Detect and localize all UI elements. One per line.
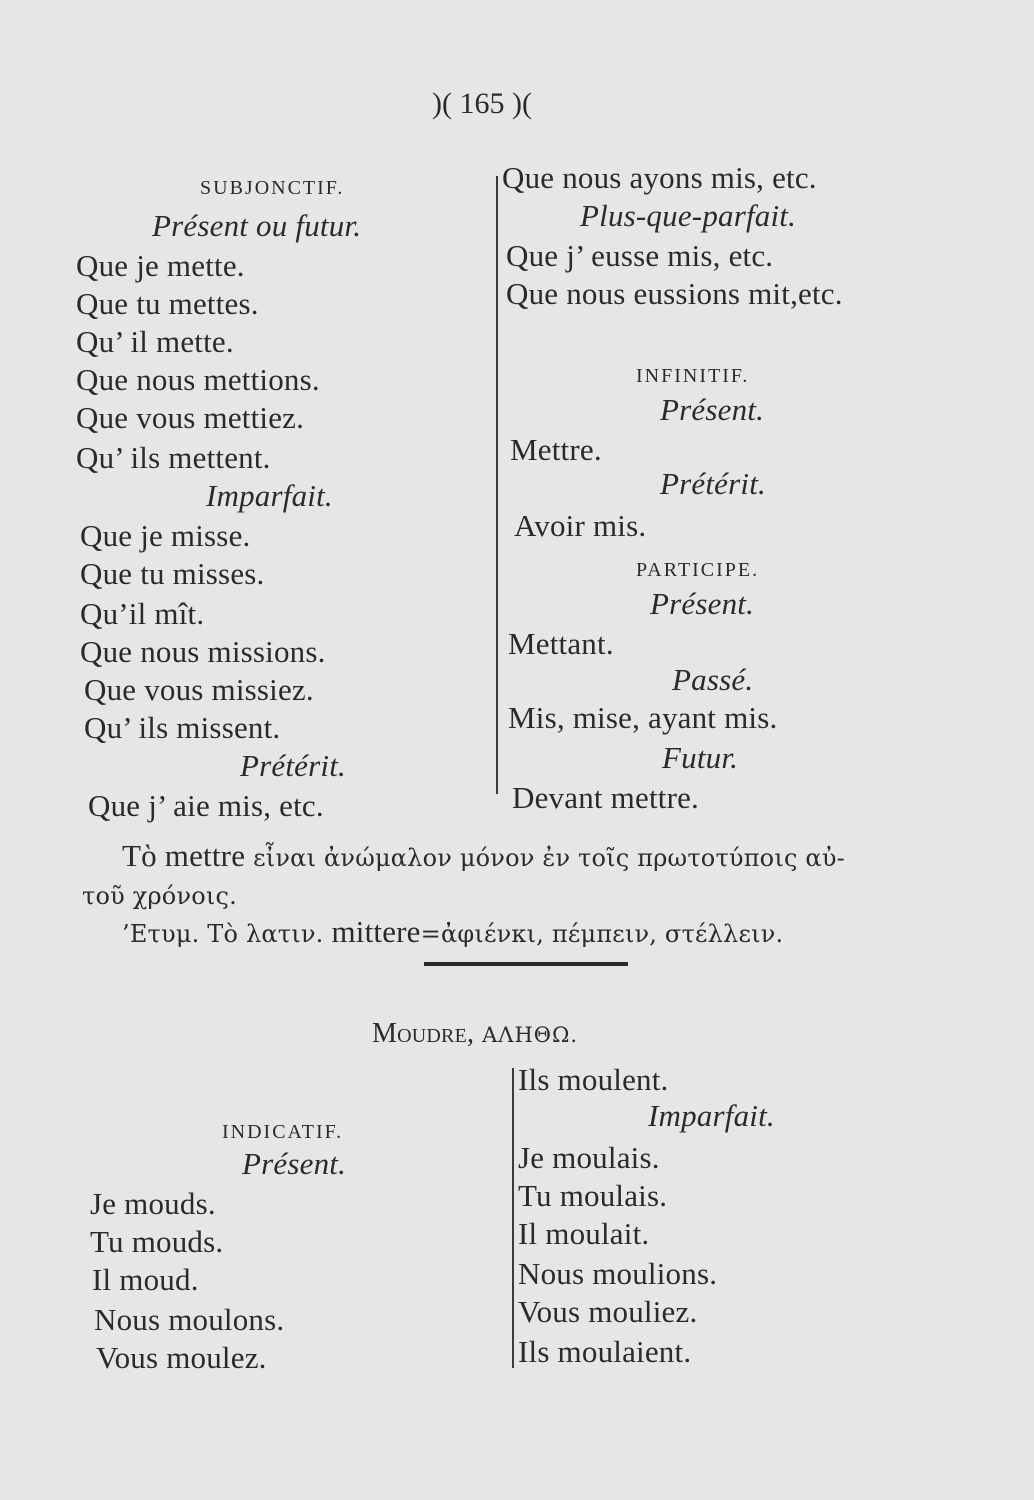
- section-title: [372, 1014, 578, 1053]
- note-greek-meanings: =ἀφιένκι, πέμπειν, στέλλειν.: [420, 920, 784, 948]
- conj-line: Ils moulent.: [518, 1062, 669, 1097]
- conj-line: Il moulait.: [518, 1216, 650, 1251]
- column-divider: [512, 1068, 514, 1368]
- title-gr: ΑΛΗΘΩ.: [482, 1023, 579, 1047]
- conj-line: Mettre.: [510, 432, 602, 467]
- heading-infinitif: INFINITIF.: [636, 365, 750, 387]
- conj-line: Qu’ il mette.: [76, 324, 234, 359]
- conj-line: Vous mouliez.: [518, 1294, 698, 1329]
- heading-ind-imparfait: Imparfait.: [648, 1098, 775, 1133]
- note-line-1: [122, 838, 845, 876]
- heading-subjonctif: SUBJONCTIF.: [200, 177, 345, 199]
- conj-line: Que nous eussions mit,etc.: [506, 276, 843, 311]
- heading-participe: PARTICIPE.: [636, 559, 760, 581]
- conj-line: Ils moulaient.: [518, 1334, 692, 1369]
- title-fr: Moudre,: [372, 1018, 475, 1049]
- section-divider: [424, 962, 628, 966]
- conj-line: Que nous missions.: [80, 634, 326, 669]
- note-line-2: τοῦ χρόνοις.: [82, 882, 237, 910]
- heading-ind-present: Présent.: [242, 1146, 347, 1181]
- heading-preterit: Prétérit.: [240, 748, 346, 783]
- heading-inf-preterit: Prétérit.: [660, 466, 766, 501]
- heading-imparfait: Imparfait.: [206, 478, 333, 513]
- heading-present-ou-futur: Présent ou futur.: [152, 208, 362, 243]
- conj-line: Qu’ ils missent.: [84, 710, 281, 745]
- conj-line: Qu’ ils mettent.: [76, 440, 271, 475]
- note-fr: Τὸ mettre: [122, 838, 246, 873]
- conj-line: Devant mettre.: [512, 780, 699, 815]
- conj-line: Que vous mettiez.: [76, 400, 305, 435]
- conj-line: Que vous missiez.: [84, 672, 314, 707]
- conj-line: Que tu misses.: [80, 556, 265, 591]
- conj-line: Je moulais.: [518, 1140, 660, 1175]
- conj-line: Mis, mise, ayant mis.: [508, 700, 778, 735]
- heading-plus-que-parfait: Plus-que-parfait.: [580, 198, 797, 233]
- heading-part-present: Présent.: [650, 586, 755, 621]
- conj-line: Vous moulez.: [96, 1340, 267, 1375]
- column-divider: [496, 176, 498, 794]
- conj-line: Que nous mettions.: [76, 362, 320, 397]
- note-latin: mittere: [331, 914, 421, 949]
- conj-line: Que je mette.: [76, 248, 245, 283]
- conj-line: Tu mouds.: [90, 1224, 224, 1259]
- conj-line: Tu moulais.: [518, 1178, 668, 1213]
- conj-line: Que tu mettes.: [76, 286, 259, 321]
- conj-line: Avoir mis.: [514, 508, 647, 543]
- conj-line: Que nous ayons mis, etc.: [502, 160, 817, 195]
- page-number: )( 165 )(: [432, 87, 532, 120]
- heading-indicatif: INDICATIF.: [222, 1121, 344, 1143]
- note-etym: ’Ετυμ. Τὸ λατιν.: [122, 920, 324, 948]
- note-line-3: [122, 914, 783, 952]
- conj-line: Mettant.: [508, 626, 614, 661]
- heading-part-passe: Passé.: [672, 662, 754, 697]
- conj-line: Nous moulions.: [518, 1256, 718, 1291]
- heading-inf-present: Présent.: [660, 392, 765, 427]
- conj-line: Nous moulons.: [94, 1302, 285, 1337]
- conj-line: Je mouds.: [90, 1186, 216, 1221]
- conj-line: Que j’ aie mis, etc.: [88, 788, 324, 823]
- heading-part-futur: Futur.: [662, 740, 739, 775]
- conj-line: Que j’ eusse mis, etc.: [506, 238, 774, 273]
- conj-line: Qu’il mît.: [80, 596, 205, 631]
- conj-line: Il moud.: [92, 1262, 199, 1297]
- conj-line: Que je misse.: [80, 518, 251, 553]
- note-greek: εἶναι ἀνώμαλον μόνον ἐν τοῖς πρωτοτύποις αὐ-: [253, 844, 845, 872]
